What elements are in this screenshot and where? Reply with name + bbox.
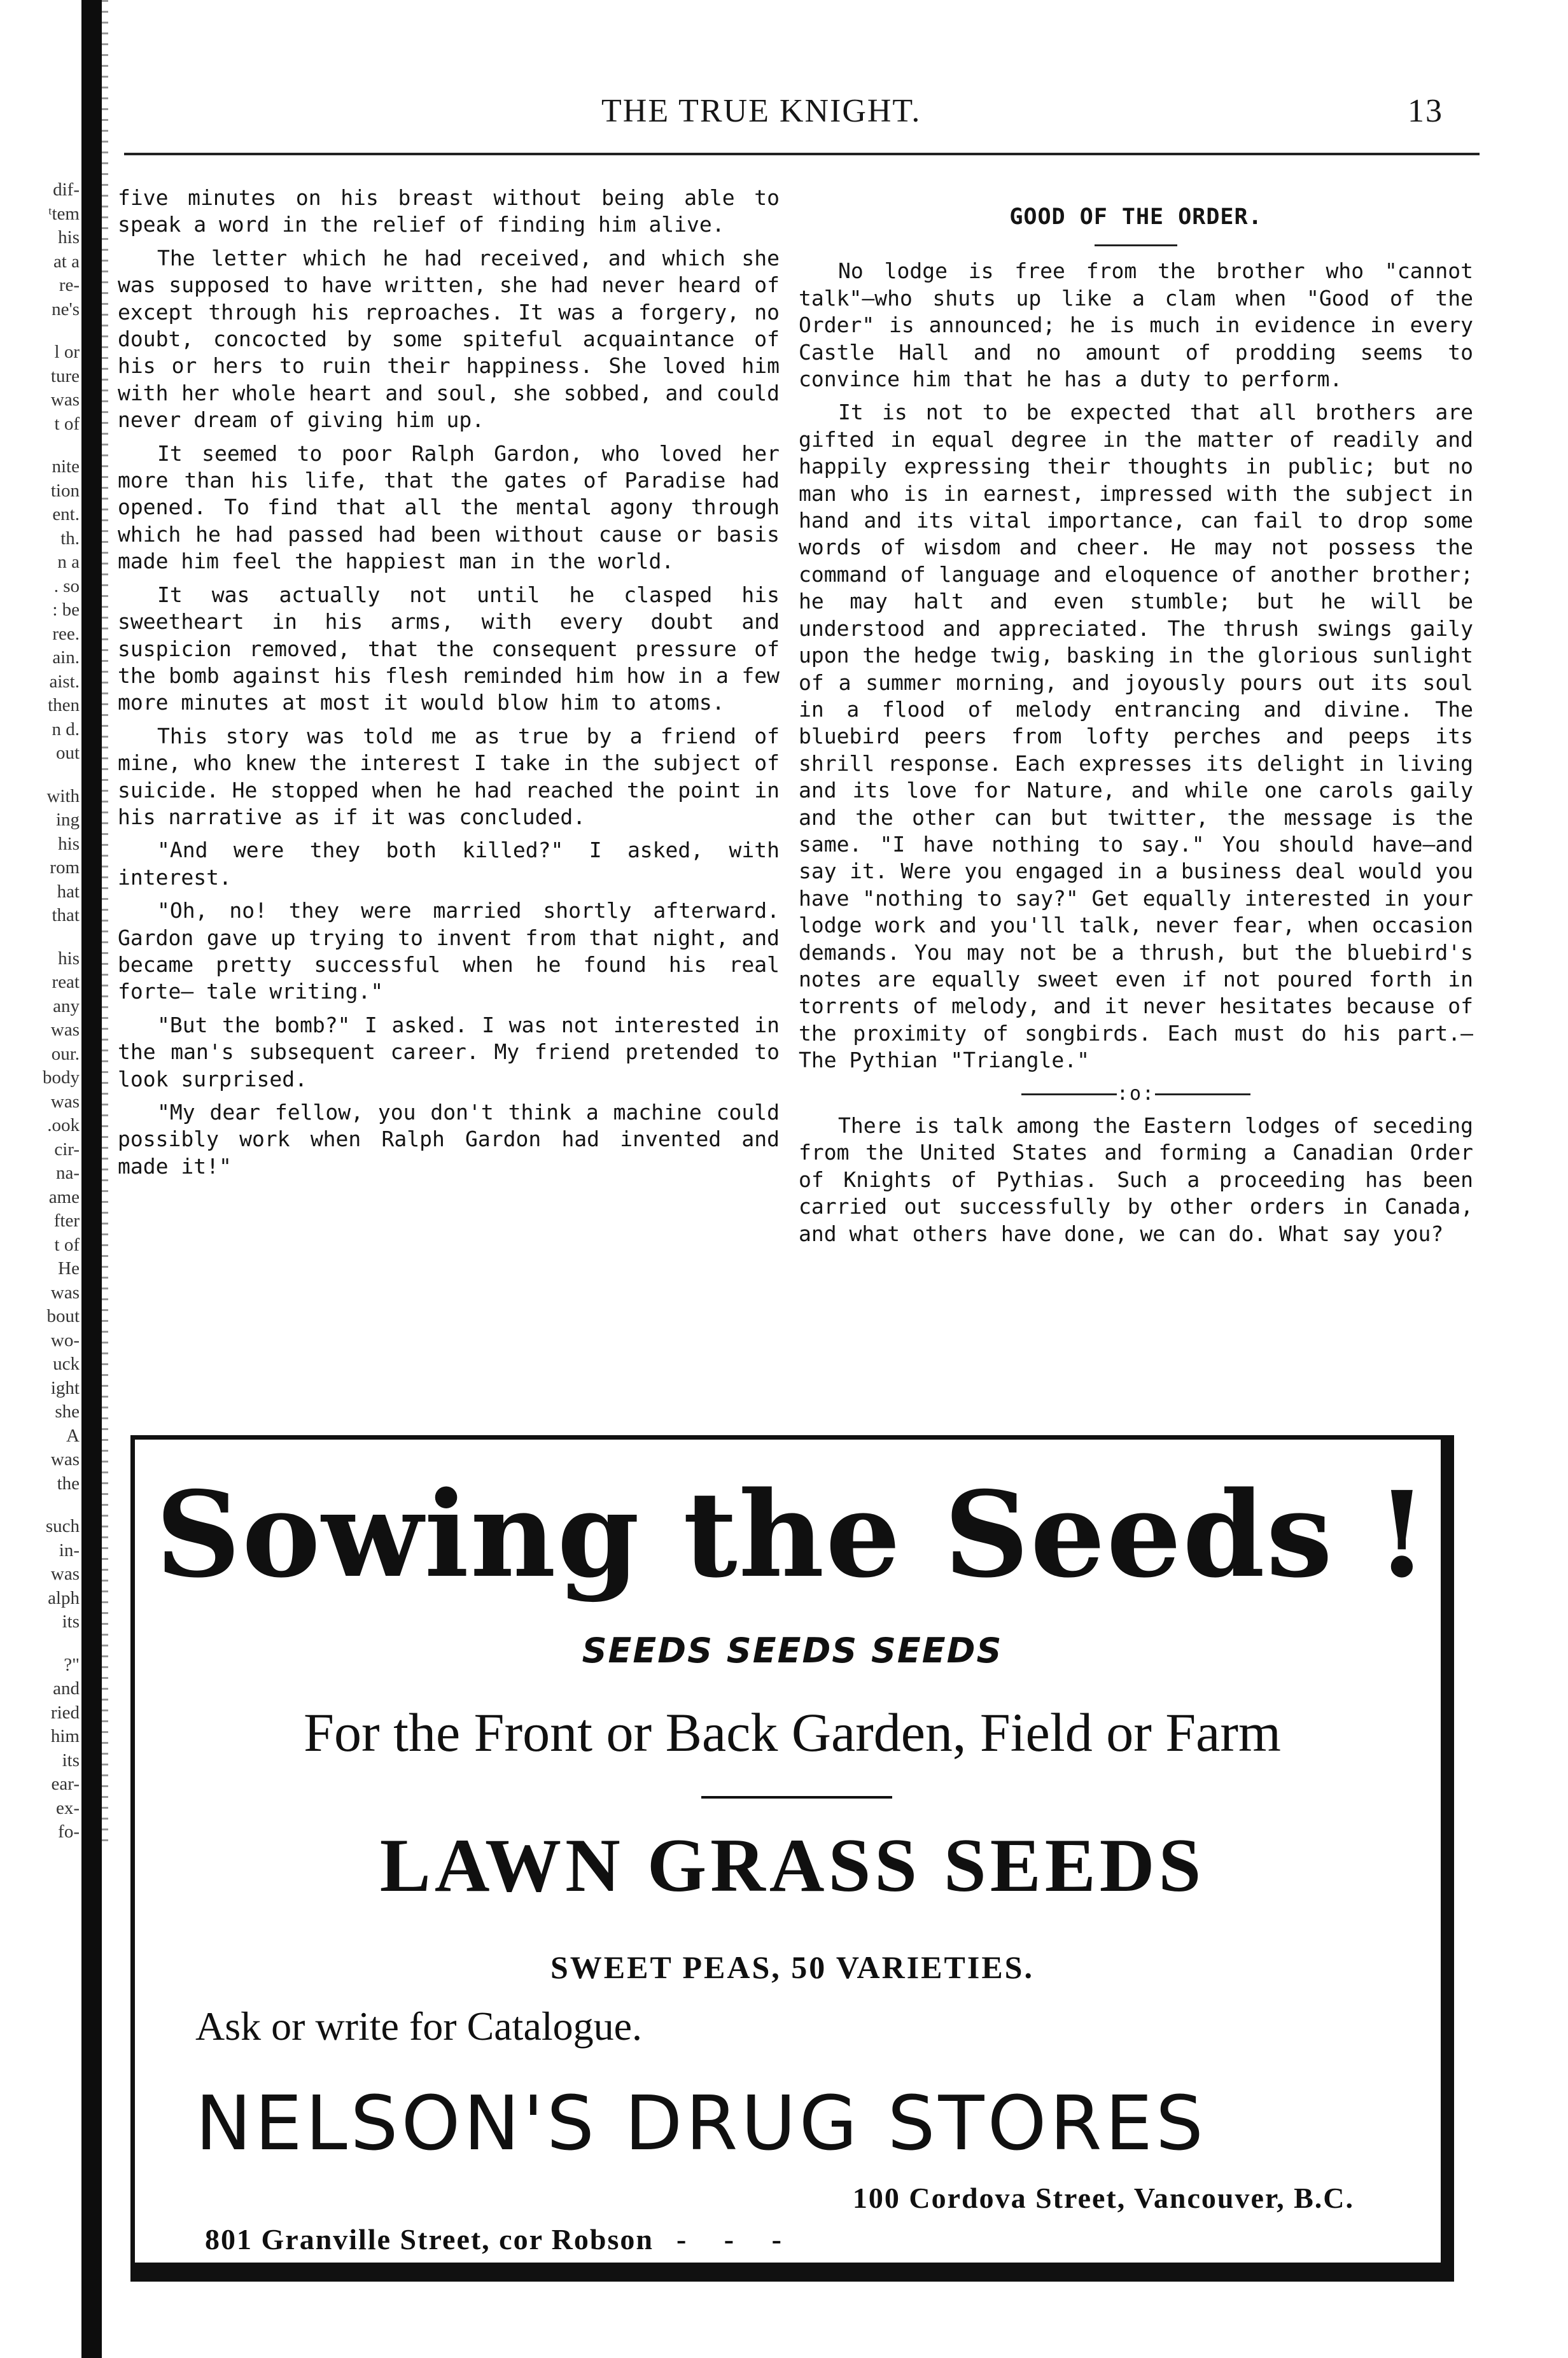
bleed-line: ture [50,365,80,386]
bleed-line: the [57,1473,80,1494]
bleed-line: ame [48,1186,80,1207]
bleed-line: him [50,1726,80,1746]
header-rule [124,153,1480,155]
bleed-line: hat [57,881,80,902]
bleed-line: she [55,1401,80,1422]
bleed-line: dif- [53,179,80,200]
ad-variety: SWEET PEAS, 50 VARIETIES. [550,1949,1034,1985]
ad-store-name: NELSON'S DRUG STORES [195,2079,1207,2167]
bleed-line: n a [57,552,80,572]
page-number: 13 [1408,93,1443,129]
bleed-line: was [50,1564,80,1584]
bleed-line: ight [50,1377,80,1398]
bleed-line: was [50,389,80,410]
bleed-line: reat [52,972,80,992]
bleed-line: ing [55,810,80,830]
ad-divider [701,1796,892,1799]
ad-address-cordova: 100 Cordova Street, Vancouver, B.C. [852,2182,1354,2214]
bleed-line: was [50,1449,80,1470]
bleed-line: ain. [52,647,80,668]
bleed-line: ried [50,1702,80,1723]
bleed-line [0,1634,80,1653]
bleed-line: re- [59,275,80,295]
bleed-line [0,321,80,340]
bleed-line: at a [53,251,80,272]
bleed-line: with [46,785,80,806]
running-header [127,92,1464,137]
binding-marks [102,0,108,1846]
bleed-line: our. [51,1043,80,1064]
bleed-line: ear- [51,1774,80,1794]
bleed-line: and [53,1678,80,1699]
paragraph: It was actually not until he clasped his sweetheart in his arms, with every doubt and suspicion removed, that the consequent pressure of the bomb against his flesh reminded him how in a few more minutes at most it would blow him to atoms. [118,582,780,715]
bleed-line: ?" [64,1654,80,1675]
ad-headline: Sowing the Seeds ! [155,1465,1429,1604]
paragraph: This story was told me as true by a friend of mine, who knew the interest I take in the subject of suicide. He stopped when he had reached the point in his narrative as if it was concluded. [118,723,780,829]
bleed-line: his [58,833,80,854]
paragraph: "And were they both killed?" I asked, with interest. [118,838,780,890]
ad-catalogue: Ask or write for Catalogue. [195,2004,643,2049]
paragraph: "My dear fellow, you don't think a machine could possibly work when Ralph Gardon had invented and made it!" [118,1100,780,1179]
paragraph: No lodge is free from the brother who "cannot talk"—who shuts up like a clam when "Good of the Order" is announced; he is much in evidence in every Castle Hall and no amount of prodding seems to convince him that he has a duty to perform. [799,258,1473,392]
right-column [799,204,1473,1254]
bleed-line [0,436,80,455]
publication-title: THE TRUE KNIGHT. [601,93,921,129]
bleed-line: cir- [54,1139,80,1160]
bleed-line: such [45,1516,80,1536]
bleed-line: .ook [47,1115,80,1135]
bleed-line: ent. [52,504,80,524]
bleed-line [0,928,80,947]
paragraph: "Oh, no! they were married shortly afterward. Gardon gave up trying to invent from that night, and became pretty successful when he found his real forte— tale writing." [118,898,780,1004]
bleed-line: aist. [49,671,80,692]
bleed-line: ree. [52,623,80,644]
bleed-line: n d. [52,719,80,740]
bleed-line: wo- [50,1330,80,1351]
section-separator: :o: [799,1081,1473,1107]
ad-bottom-border [130,2263,1454,2282]
seed-advertisement [130,1435,1454,2282]
bleed-line: : be [52,600,80,620]
bleed-line: A [66,1425,80,1446]
paragraph: five minutes on his breast without being able to speak a word in the relief of finding him alive. [118,185,780,237]
bleed-line: fo- [58,1821,80,1842]
bleed-line: ex- [55,1797,80,1818]
bleed-line: na- [55,1163,80,1183]
paragraph: It is not to be expected that all brothers are gifted in equal degree in the matter of readily and happily expressing their thoughts in public; but no man who is in earnest, impressed with the subject in hand and its vital importance, can fail to drop some words of wisdom and cheer. He may not possess the command of language and eloquence of another brother; he may halt and even stumble; but he will be understood and appreciated. The thrush swings gaily upon the hedge twig, basking in the glorious sunlight of a summer morning, and joyously pours out its soul in a flood of melody entrancing and divine. The bluebird peers from lofty perches and peeps its shrill response. Each expresses its delight in living and its love for Nature, and while one carols gaily and the other can but twitter, the message is the same. "I have nothing to say." You should have—and say it. Were you engaged in a business deal would you have "nothing to say?" Get equally interested in your lodge work and you'll talk, never fear, when occasion demands. You may not be a thrush, but the bluebird's notes are equally sweet even if not poured forth in torrents of melody, and it never hesitates because of the proximity of songbirds. Each must do his part.—The Pythian "Triangle." [799,400,1473,1073]
bleed-line: that [52,905,80,925]
ad-subhead: SEEDS SEEDS SEEDS [582,1631,1003,1671]
bleed-line: th. [60,528,80,549]
bleed-line: rom [50,857,80,878]
bleed-line: t of [54,413,80,434]
bleed-line: its [62,1611,80,1632]
bleed-line: He [58,1258,80,1279]
paragraph: "But the bomb?" I asked. I was not interested in the man's subsequent career. My friend pretended to look surprised. [118,1012,780,1091]
bleed-line: out [55,743,80,763]
bleed-line: nite [52,456,80,477]
paragraph: The letter which he had received, and which she was supposed to have written, she had never heard of except through his reproaches. It was a forgery, no doubt, concocted by some spiteful acquaintance of his or hers to ruin their happiness. She loved him with her whole heart and soul, she sobbed, and could never dream of giving him up. [118,245,780,433]
bleed-line: in- [59,1540,80,1561]
bleed-line: tion [50,480,80,501]
ad-address-granville: 801 Granville Street, cor Robson - - - [205,2223,797,2256]
bleed-line: . so [53,575,80,596]
bleed-line: ne's [52,298,80,319]
bleed-line: any [53,995,80,1016]
bleed-line: fter [53,1211,80,1231]
binding-spine [81,0,102,2358]
bleed-line: was [50,1282,80,1303]
bleed-line: bout [46,1306,80,1326]
ad-product: LAWN GRASS SEEDS [379,1823,1205,1907]
bleed-line: alph [48,1587,80,1608]
facing-page-bleed [0,178,80,1842]
bleed-line [0,1496,80,1515]
bleed-line: body [43,1067,80,1088]
left-column [118,185,780,1186]
section-title: GOOD OF THE ORDER. [1009,204,1263,230]
section-rule [1095,244,1177,246]
bleed-line [0,766,80,785]
paragraph: It seemed to poor Ralph Gardon, who loved her more than his life, that the gates of Paradise had opened. To find that all the mental agony through which he had passed had been without cause or basis made him feel the happiest man in the world. [118,440,780,574]
bleed-line: his [58,948,80,969]
bleed-line: was [50,1091,80,1112]
bleed-line: t of [54,1234,80,1255]
bleed-line: its [62,1750,80,1771]
bleed-line: l or [54,342,80,362]
bleed-line: his [58,227,80,248]
ad-tagline: For the Front or Back Garden, Field or Farm [304,1702,1281,1763]
bleed-line: was [50,1020,80,1040]
paragraph: There is talk among the Eastern lodges of seceding from the United States and forming a Canadian Order of Knights of Pythias. Such a proceeding has been carried out successfully by other orders in Canada, and what others have done, we can do. What say you? [799,1113,1473,1246]
bleed-line: then [48,695,80,715]
bleed-line: ᵗtem [48,203,80,224]
bleed-line: uck [53,1354,80,1374]
